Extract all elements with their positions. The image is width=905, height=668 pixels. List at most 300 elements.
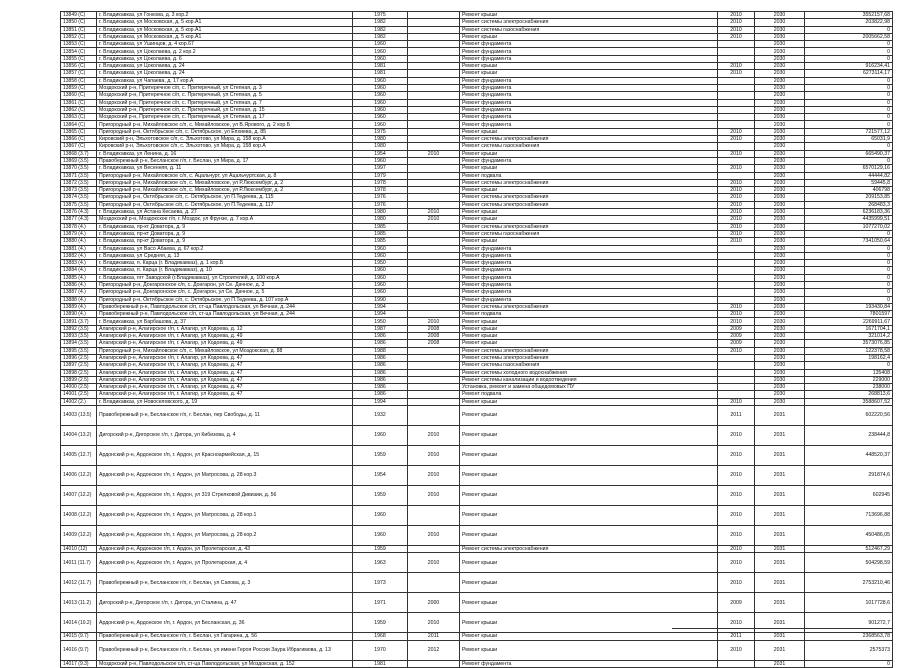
cell-last-repair-year	[408, 230, 460, 237]
cell-address: г. Владикавказ, пр-кт Доватора, д. 9	[97, 223, 353, 230]
cell-cost: 2753210,46	[805, 573, 893, 593]
table-row	[61, 99, 893, 106]
cell-work-type: Ремонт крыши	[460, 128, 718, 135]
table-row	[61, 157, 893, 164]
cell-id: 14013 (11.2)	[61, 593, 97, 613]
cell-address: Правобережный р-н, Павлодольское с/п, ст-ца Павлодольская, ул Вечная, д. 244	[97, 303, 353, 310]
cell-plan-start-year: 2010	[718, 26, 755, 33]
cell-plan-start-year	[718, 660, 755, 667]
cell-address: Дигорский р-н, Дигорское г/п, г. Дигора, ул Кибизова, д. 4	[97, 426, 353, 446]
cell-id: 14004 (13.2)	[61, 426, 97, 446]
cell-work-type: Ремонт крыши	[460, 573, 718, 593]
cell-address: Правобережный р-н, Бесланское г/п, г. Беслан, ул имени Героя России Заура Ибрагимова, д. 13	[97, 640, 353, 660]
cell-work-type: Ремонт крыши	[460, 613, 718, 633]
table-row	[61, 92, 893, 99]
cell-work-type: Установка, ремонт и замена общедомовых ПУ	[460, 384, 718, 391]
cell-build-year: 1982	[353, 19, 408, 26]
cell-id: 13869 (3.5)	[61, 157, 97, 164]
cell-last-repair-year: 2010	[408, 613, 460, 633]
cell-work-type: Ремонт крыши	[460, 150, 718, 157]
cell-build-year: 1960	[353, 281, 408, 288]
cell-cost: 602945	[805, 486, 893, 506]
cell-id: 14015 (9.7)	[61, 633, 97, 640]
table-row	[61, 77, 893, 84]
cell-last-repair-year: 2000	[408, 593, 460, 613]
table-row	[61, 41, 893, 48]
cell-cost: 406798	[805, 187, 893, 194]
cell-plan-start-year: 2010	[718, 12, 755, 19]
cell-id: 13854 (С)	[61, 48, 97, 55]
cell-cost: 0	[805, 92, 893, 99]
cell-last-repair-year	[408, 172, 460, 179]
cell-last-repair-year: 2008	[408, 333, 460, 340]
cell-work-type: Ремонт фундамента	[460, 114, 718, 121]
cell-work-type: Ремонт крыши	[460, 526, 718, 546]
cell-build-year: 1986	[353, 376, 408, 383]
cell-build-year: 1959	[353, 446, 408, 466]
cell-id: 13874 (3.5)	[61, 194, 97, 201]
cell-work-type: Ремонт крыши	[460, 165, 718, 172]
cell-build-year: 1960	[353, 157, 408, 164]
cell-cost: 3588607,52	[805, 398, 893, 405]
cell-cost: 0	[805, 260, 893, 267]
cell-build-year: 1960	[353, 121, 408, 128]
cell-plan-end-year: 2030	[755, 362, 805, 369]
cell-plan-start-year: 2010	[718, 573, 755, 593]
cell-last-repair-year	[408, 136, 460, 143]
cell-work-type: Ремонт системы электроснабжения	[460, 347, 718, 354]
cell-plan-end-year: 2031	[755, 593, 805, 613]
cell-cost: 0	[805, 41, 893, 48]
cell-address: Алагирский р-н, Алагирское г/п, г. Алагир, ул Кодоева, д. 47	[97, 369, 353, 376]
cell-plan-start-year: 2009	[718, 333, 755, 340]
cell-cost: 721577,12	[805, 128, 893, 135]
cell-last-repair-year	[408, 573, 460, 593]
cell-plan-end-year: 2030	[755, 19, 805, 26]
cell-build-year: 1986	[353, 340, 408, 347]
cell-id: 13881 (4.)	[61, 245, 97, 252]
cell-address: Правобережный р-н, Бесланское г/п, г. Беслан, пер Свободы, д. 11	[97, 406, 353, 426]
cell-cost: 238444,8	[805, 426, 893, 446]
cell-last-repair-year	[408, 362, 460, 369]
cell-plan-start-year: 2010	[718, 165, 755, 172]
cell-id: 14008 (12.2)	[61, 506, 97, 526]
cell-build-year: 1982	[353, 33, 408, 40]
cell-last-repair-year	[408, 506, 460, 526]
table-row	[61, 33, 893, 40]
cell-work-type: Ремонт подвала	[460, 172, 718, 179]
cell-plan-end-year: 2031	[755, 660, 805, 667]
cell-id: 13859 (С)	[61, 84, 97, 91]
cell-cost: 3573076,85	[805, 340, 893, 347]
cell-last-repair-year: 2011	[408, 633, 460, 640]
cell-work-type: Ремонт крыши	[460, 216, 718, 223]
cell-work-type: Ремонт фундамента	[460, 660, 718, 667]
table-row	[61, 289, 893, 296]
cell-cost: 291874,6	[805, 466, 893, 486]
cell-plan-start-year: 2010	[718, 179, 755, 186]
cell-work-type: Ремонт крыши	[460, 209, 718, 216]
cell-work-type: Ремонт фундамента	[460, 48, 718, 55]
cell-build-year: 1980	[353, 136, 408, 143]
cell-id: 13861 (С)	[61, 99, 97, 106]
cell-id: 13870 (3.5)	[61, 165, 97, 172]
cell-plan-end-year: 2030	[755, 369, 805, 376]
cell-address: г. Владикавказ, ул Средняя, д. 13	[97, 252, 353, 259]
table-row	[61, 406, 893, 426]
cell-last-repair-year: 2010	[408, 150, 460, 157]
cell-last-repair-year	[408, 48, 460, 55]
cell-id: 13895 (3.5)	[61, 347, 97, 354]
cell-plan-start-year: 2010	[718, 426, 755, 446]
cell-work-type: Ремонт фундамента	[460, 260, 718, 267]
cell-cost: 2269911,67	[805, 318, 893, 325]
cell-last-repair-year	[408, 303, 460, 310]
cell-build-year: 1960	[353, 245, 408, 252]
table-row	[61, 63, 893, 70]
table-row	[61, 260, 893, 267]
cell-build-year: 1994	[353, 398, 408, 405]
cell-address: Пригородный р-н, Октябрьское с/п, с. Октябрьское, ул П.Тедеева, д. 107 кор.А	[97, 296, 353, 303]
cell-plan-start-year	[718, 157, 755, 164]
cell-cost: 6273114,17	[805, 70, 893, 77]
cell-plan-end-year: 2030	[755, 230, 805, 237]
table-row	[61, 311, 893, 318]
cell-build-year: 1975	[353, 12, 408, 19]
table-row	[61, 12, 893, 19]
cell-plan-start-year	[718, 260, 755, 267]
cell-cost: 0	[805, 99, 893, 106]
table-row	[61, 506, 893, 526]
cell-plan-end-year: 2030	[755, 325, 805, 332]
cell-work-type: Ремонт фундамента	[460, 84, 718, 91]
cell-address: Правобережный р-н, Бесланское г/п, г. Беслан, ул Сапова, д. 3	[97, 573, 353, 593]
cell-id: 13877 (4.3)	[61, 216, 97, 223]
cell-build-year: 1970	[353, 640, 408, 660]
cell-work-type: Ремонт крыши	[460, 398, 718, 405]
cell-last-repair-year	[408, 311, 460, 318]
cell-plan-end-year: 2030	[755, 376, 805, 383]
cell-id: 13893 (3.5)	[61, 333, 97, 340]
cell-last-repair-year	[408, 179, 460, 186]
cell-last-repair-year	[408, 252, 460, 259]
cell-last-repair-year	[408, 274, 460, 281]
cell-plan-start-year: 2009	[718, 593, 755, 613]
cell-plan-end-year: 2030	[755, 289, 805, 296]
cell-build-year: 1994	[353, 303, 408, 310]
cell-address: г. Владикавказ, пр-кт Доватора, д. 9	[97, 230, 353, 237]
cell-last-repair-year	[408, 187, 460, 194]
table-row	[61, 384, 893, 391]
cell-address: Кировский р-н, Эльхотовское с/п, с. Эльхотово, ул Мира, д. 158 кор.А	[97, 143, 353, 150]
cell-last-repair-year	[408, 84, 460, 91]
table-row	[61, 187, 893, 194]
cell-address: Моздокский р-н, Моздокское г/п, г. Моздок, ул Фрунзе, д. 7 кор.А	[97, 216, 353, 223]
cell-plan-end-year: 2030	[755, 318, 805, 325]
cell-build-year: 1986	[353, 362, 408, 369]
table-row	[61, 165, 893, 172]
cell-plan-start-year: 2010	[718, 209, 755, 216]
cell-plan-start-year	[718, 289, 755, 296]
cell-cost: 238000	[805, 384, 893, 391]
cell-last-repair-year	[408, 165, 460, 172]
cell-work-type: Ремонт крыши	[460, 640, 718, 660]
table-row	[61, 128, 893, 135]
cell-id: 14016 (9.7)	[61, 640, 97, 660]
cell-cost: 602220,56	[805, 406, 893, 426]
table-row	[61, 553, 893, 573]
cell-plan-end-year: 2030	[755, 260, 805, 267]
table-row	[61, 136, 893, 143]
cell-address: Пригородный р-н, Михайловское с/п, с. Михайловское, ул Моздокская, д. 88	[97, 347, 353, 354]
cell-plan-start-year	[718, 252, 755, 259]
cell-address: Алагирский р-н, Алагирское г/п, г. Алагир, ул Кодоева, д. 49	[97, 340, 353, 347]
cell-id: 13882 (4.)	[61, 252, 97, 259]
cell-address: Моздокский р-н, Притеречное с/п, с. Притеречный, ул Степная, д. 5	[97, 92, 353, 99]
cell-build-year: 1986	[353, 384, 408, 391]
cell-work-type: Ремонт фундамента	[460, 106, 718, 113]
cell-build-year: 1950	[353, 260, 408, 267]
cell-last-repair-year: 2010	[408, 466, 460, 486]
cell-plan-start-year: 2010	[718, 150, 755, 157]
cell-last-repair-year	[408, 92, 460, 99]
cell-cost: 0	[805, 289, 893, 296]
cell-last-repair-year	[408, 157, 460, 164]
table-row	[61, 201, 893, 208]
cell-plan-end-year: 2030	[755, 179, 805, 186]
cell-build-year: 1981	[353, 63, 408, 70]
cell-work-type: Ремонт фундамента	[460, 245, 718, 252]
cell-work-type: Ремонт системы электроснабжения	[460, 201, 718, 208]
cell-plan-start-year: 2009	[718, 340, 755, 347]
cell-cost: 1077270,02	[805, 223, 893, 230]
cell-id: 14007 (12.2)	[61, 486, 97, 506]
cell-work-type: Ремонт крыши	[460, 325, 718, 332]
cell-work-type: Ремонт крыши	[460, 406, 718, 426]
cell-address: Алагирский р-н, Алагирское г/п, г. Алагир, ул Кодоева, д. 47	[97, 384, 353, 391]
cell-cost: 135408	[805, 369, 893, 376]
cell-last-repair-year	[408, 223, 460, 230]
cell-plan-start-year: 2010	[718, 136, 755, 143]
table-row	[61, 209, 893, 216]
cell-id: 13867 (С)	[61, 143, 97, 150]
cell-plan-end-year: 2030	[755, 340, 805, 347]
cell-last-repair-year	[408, 296, 460, 303]
cell-work-type: Ремонт системы электроснабжения	[460, 19, 718, 26]
cell-id: 13891 (3.7)	[61, 318, 97, 325]
cell-work-type: Ремонт крыши	[460, 238, 718, 245]
cell-build-year: 1976	[353, 201, 408, 208]
cell-build-year: 1968	[353, 633, 408, 640]
cell-address: Ардонский р-н, Ардонское г/п, г. Ардон, ул Матросова, д. 28 кор.1	[97, 506, 353, 526]
cell-cost: 713696,88	[805, 506, 893, 526]
cell-plan-start-year: 2010	[718, 33, 755, 40]
cell-plan-end-year: 2030	[755, 274, 805, 281]
cell-build-year: 1979	[353, 172, 408, 179]
cell-cost: 268483,3	[805, 201, 893, 208]
cell-cost: 1017728,6	[805, 593, 893, 613]
table-row	[61, 172, 893, 179]
cell-plan-start-year: 2010	[718, 238, 755, 245]
cell-id: 13892 (3.5)	[61, 325, 97, 332]
cell-build-year: 1986	[353, 354, 408, 361]
cell-plan-start-year: 2010	[718, 216, 755, 223]
cell-address: Алагирский р-н, Алагирское г/п, г. Алагир, ул Кодоева, д. 12	[97, 325, 353, 332]
cell-cost: 0	[805, 84, 893, 91]
cell-plan-start-year	[718, 296, 755, 303]
table-row	[61, 362, 893, 369]
cell-address: Алагирский р-н, Алагирское г/п, г. Алагир, ул Кодоева, д. 47	[97, 376, 353, 383]
cell-cost: 916234,41	[805, 63, 893, 70]
cell-plan-start-year	[718, 48, 755, 55]
cell-cost: 65031,9	[805, 136, 893, 143]
table-row	[61, 106, 893, 113]
cell-plan-start-year: 2010	[718, 230, 755, 237]
cell-cost: 209153,85	[805, 194, 893, 201]
cell-cost: 2368563,78	[805, 633, 893, 640]
cell-build-year: 1960	[353, 252, 408, 259]
cell-plan-end-year: 2031	[755, 466, 805, 486]
cell-plan-start-year: 2010	[718, 553, 755, 573]
cell-address: г. Владикавказ, ул Цоколаева, д. 24	[97, 70, 353, 77]
cell-id: 13875 (3.5)	[61, 201, 97, 208]
cell-plan-start-year: 2010	[718, 347, 755, 354]
table-row	[61, 216, 893, 223]
cell-cost: 0	[805, 106, 893, 113]
cell-id: 13866 (С)	[61, 136, 97, 143]
cell-address: г. Владикавказ, ул Цоколаева, д. 6	[97, 55, 353, 62]
cell-address: Моздокский р-н, Притеречное с/п, с. Притеречный, ул Степная, д. 7	[97, 99, 353, 106]
cell-last-repair-year: 2012	[408, 640, 460, 660]
cell-plan-start-year	[718, 77, 755, 84]
cell-build-year: 1985	[353, 238, 408, 245]
cell-build-year: 1988	[353, 347, 408, 354]
cell-cost: 6236183,36	[805, 209, 893, 216]
cell-plan-start-year: 2010	[718, 303, 755, 310]
cell-build-year: 1985	[353, 223, 408, 230]
cell-work-type: Ремонт фундамента	[460, 267, 718, 274]
document-sheet	[60, 11, 892, 668]
cell-plan-end-year: 2030	[755, 12, 805, 19]
cell-cost: 901272,7	[805, 613, 893, 633]
cell-work-type: Ремонт системы электроснабжения	[460, 546, 718, 553]
cell-plan-end-year: 2030	[755, 347, 805, 354]
cell-plan-end-year: 2030	[755, 209, 805, 216]
cell-plan-start-year: 2010	[718, 70, 755, 77]
table-row	[61, 398, 893, 405]
cell-last-repair-year	[408, 33, 460, 40]
cell-plan-start-year: 2010	[718, 187, 755, 194]
cell-plan-end-year: 2030	[755, 311, 805, 318]
cell-id: 13898 (2.5)	[61, 369, 97, 376]
cell-plan-end-year: 2030	[755, 48, 805, 55]
table-row	[61, 267, 893, 274]
table-row	[61, 238, 893, 245]
cell-last-repair-year	[408, 114, 460, 121]
table-row	[61, 55, 893, 62]
cell-work-type: Ремонт подвала	[460, 391, 718, 398]
cell-address: г. Владикавказ, пгт Заводской (г.Владикавказ), ул Строителей, д. 100 кор.А	[97, 274, 353, 281]
cell-last-repair-year	[408, 55, 460, 62]
cell-cost: 198162,4	[805, 354, 893, 361]
cell-id: 13879 (4.)	[61, 230, 97, 237]
cell-build-year: 1959	[353, 613, 408, 633]
cell-id: 14002 (2.)	[61, 398, 97, 405]
cell-id: 13858 (С)	[61, 77, 97, 84]
cell-plan-start-year: 2010	[718, 318, 755, 325]
cell-work-type: Ремонт крыши	[460, 318, 718, 325]
cell-build-year: 1954	[353, 150, 408, 157]
table-row	[61, 230, 893, 237]
cell-work-type: Ремонт крыши	[460, 593, 718, 613]
cell-address: Ардонский р-н, Ардонское г/п, г. Ардон, ул Красноармейская, д. 15	[97, 446, 353, 466]
cell-address: г. Владикавказ, ул Гонкова, д. 3 кор.2	[97, 12, 353, 19]
cell-plan-end-year: 2030	[755, 77, 805, 84]
cell-id: 14006 (12.2)	[61, 466, 97, 486]
cell-address: Ардонский р-н, Ардонское г/п, г. Ардон, ул Бесланская, д. 36	[97, 613, 353, 633]
cell-address: г. Владикавказ, ул Цоколаева, д. 2 кор.2	[97, 48, 353, 55]
table-row	[61, 84, 893, 91]
cell-last-repair-year	[408, 347, 460, 354]
cell-work-type: Ремонт системы электроснабжения	[460, 194, 718, 201]
cell-plan-end-year: 2030	[755, 187, 805, 194]
cell-plan-end-year: 2030	[755, 128, 805, 135]
cell-address: Правобережный р-н, Бесланское г/п, г. Беслан, ул Мира, д. 17	[97, 157, 353, 164]
cell-id: 14000 (2.5)	[61, 384, 97, 391]
cell-cost: 0	[805, 245, 893, 252]
table-row	[61, 640, 893, 660]
cell-id: 13897 (2.5)	[61, 362, 97, 369]
cell-work-type: Ремонт фундамента	[460, 55, 718, 62]
cell-work-type: Ремонт фундамента	[460, 99, 718, 106]
cell-build-year: 1960	[353, 55, 408, 62]
cell-last-repair-year	[408, 289, 460, 296]
cell-plan-start-year: 2010	[718, 466, 755, 486]
cell-address: г. Владикавказ, ул Ленина, д. 16	[97, 150, 353, 157]
cell-work-type: Ремонт системы электроснабжения	[460, 136, 718, 143]
cell-address: Пригородный р-н, Михайловское с/п, с. Ацальчурт, ул Ацальчуртская, д. 8	[97, 172, 353, 179]
cell-last-repair-year: 2010	[408, 553, 460, 573]
cell-work-type: Ремонт крыши	[460, 12, 718, 19]
cell-plan-end-year: 2030	[755, 92, 805, 99]
cell-plan-end-year: 2030	[755, 245, 805, 252]
cell-work-type: Ремонт системы электроснабжения	[460, 303, 718, 310]
cell-id: 13880 (4.)	[61, 238, 97, 245]
cell-plan-end-year: 2030	[755, 281, 805, 288]
cell-work-type: Ремонт фундамента	[460, 77, 718, 84]
cell-plan-end-year: 2030	[755, 70, 805, 77]
cell-last-repair-year: 2010	[408, 209, 460, 216]
cell-cost: 6570129,16	[805, 165, 893, 172]
cell-address: г. Владикавказ, п. Карца (г. Владикавказ), д. 1 кор.Б	[97, 260, 353, 267]
cell-last-repair-year	[408, 281, 460, 288]
cell-last-repair-year	[408, 384, 460, 391]
cell-plan-end-year: 2030	[755, 63, 805, 70]
cell-plan-start-year	[718, 362, 755, 369]
cell-id: 13862 (С)	[61, 106, 97, 113]
cell-id: 13852 (С)	[61, 33, 97, 40]
cell-last-repair-year: 2010	[408, 526, 460, 546]
table-row	[61, 546, 893, 553]
cell-build-year: 1960	[353, 274, 408, 281]
cell-id: 13899 (2.5)	[61, 376, 97, 383]
cell-plan-end-year: 2030	[755, 303, 805, 310]
table-row	[61, 70, 893, 77]
table-row	[61, 354, 893, 361]
cell-cost: 268813,6	[805, 391, 893, 398]
cell-address: Алагирский р-н, Алагирское г/п, г. Алагир, ул Кодоева, д. 47	[97, 362, 353, 369]
cell-plan-start-year: 2010	[718, 311, 755, 318]
